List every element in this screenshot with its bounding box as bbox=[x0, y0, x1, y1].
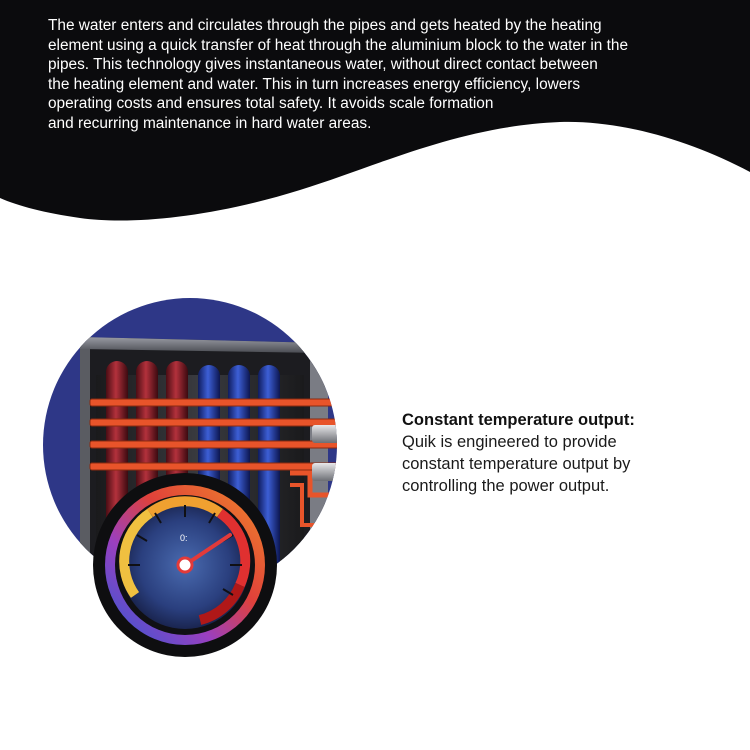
feature-title: Constant temperature output: bbox=[402, 411, 635, 429]
heater-illustration bbox=[40, 295, 370, 675]
gauge-label: 0: bbox=[180, 533, 188, 543]
feature-description bbox=[402, 431, 722, 497]
intro-line: element using a quick transfer of heat through the aluminium block to the water in the bbox=[48, 36, 629, 54]
feature-description-line: constant temperature output by bbox=[402, 455, 631, 473]
intro-line: pipes. This technology gives instantaneous water, without direct contact between bbox=[48, 56, 598, 74]
intro-paragraph bbox=[48, 16, 702, 134]
feature-description-line: controlling the power output. bbox=[402, 477, 610, 495]
feature-description-line: Quik is engineered to provide bbox=[402, 433, 617, 451]
intro-line: The water enters and circulates through the pipes and gets heated by the heating bbox=[48, 17, 602, 34]
intro-line: the heating element and water. This in turn increases energy efficiency, lowers bbox=[48, 75, 581, 93]
feature-block bbox=[402, 410, 722, 497]
intro-line: and recurring maintenance in hard water areas. bbox=[48, 114, 372, 132]
intro-line: operating costs and ensures total safety. It avoids scale formation bbox=[48, 95, 494, 113]
temperature-gauge-icon bbox=[93, 473, 277, 657]
